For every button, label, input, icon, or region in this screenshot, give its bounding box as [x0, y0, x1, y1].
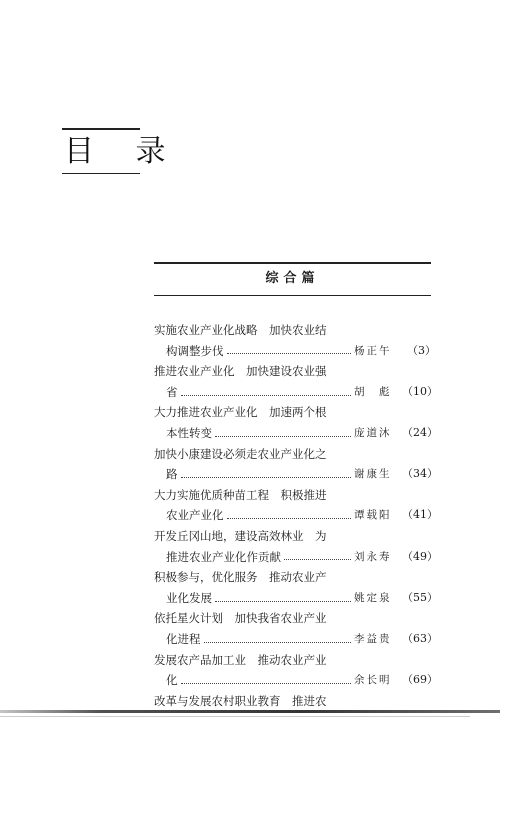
heading-rule-bottom — [62, 173, 140, 175]
entry-title-text: 省 — [166, 384, 178, 399]
entry-author: 姚定泉 — [354, 591, 392, 604]
entry-title-text: 加快小康建设必须走农业产业化之 — [154, 446, 327, 461]
entry-page-number: （69） — [402, 673, 438, 687]
entry-author: 谭载阳 — [354, 509, 392, 522]
scan-edge-line-faint — [0, 716, 470, 717]
toc-entry[interactable] — [154, 361, 436, 402]
entry-title-text: 化进程 — [166, 631, 201, 646]
toc-entry[interactable] — [154, 608, 436, 649]
dot-leader — [227, 518, 352, 519]
dot-leader — [215, 436, 351, 437]
entry-title-text: 农业产业化 — [166, 508, 224, 523]
entry-title-text: 本性转变 — [166, 425, 212, 440]
entry-title-text: 推进农业产业化 加快建设农业强 — [154, 364, 327, 379]
entry-title-line — [154, 608, 436, 629]
toc-entry[interactable] — [154, 320, 436, 361]
toc-entry[interactable] — [154, 691, 436, 712]
entry-page-number: （55） — [402, 590, 438, 604]
entry-title-continuation — [154, 341, 436, 362]
entry-title-line — [154, 650, 436, 671]
entry-title-continuation — [154, 629, 436, 650]
toc-entry[interactable] — [154, 650, 436, 691]
toc-entry[interactable] — [154, 444, 436, 485]
toc-entry[interactable] — [154, 526, 436, 567]
entry-title-text: 积极参与，优化服务 推动农业产 — [154, 570, 327, 585]
entry-page-number: （49） — [402, 549, 438, 563]
entry-title-line — [154, 526, 436, 547]
entry-title-line — [154, 402, 436, 423]
entry-title-line — [154, 691, 436, 712]
entry-author: 杨正午 — [354, 344, 392, 357]
entry-author: 余长明 — [354, 674, 392, 687]
entry-title-continuation — [154, 588, 436, 609]
entry-title-continuation — [154, 505, 436, 526]
dot-leader — [181, 477, 352, 478]
entry-title-text: 发展农产品加工业 推动农业产业 — [154, 652, 327, 667]
entry-title-line — [154, 444, 436, 465]
toc-heading — [62, 128, 182, 174]
dot-leader — [204, 642, 352, 643]
dot-leader — [215, 601, 351, 602]
entry-author: 刘永寿 — [354, 550, 392, 563]
heading-rule-top — [62, 128, 140, 130]
entry-title-text: 路 — [166, 467, 178, 482]
entry-author: 庞道沐 — [354, 426, 392, 439]
section-title: 综合篇 — [265, 270, 320, 286]
entry-page-number: （34） — [402, 467, 438, 481]
entry-title-text: 大力实施优质种苗工程 积极推进 — [154, 487, 327, 502]
dot-leader — [284, 559, 351, 560]
entry-title-line — [154, 320, 436, 341]
section-rule-top — [154, 262, 431, 264]
entry-title-text: 依托星火计划 加快我省农业产业 — [154, 611, 327, 626]
section-rule-bottom — [154, 295, 431, 296]
dot-leader — [227, 353, 352, 354]
entry-title-line — [154, 361, 436, 382]
entry-page-number: （24） — [402, 425, 438, 439]
dot-leader — [181, 683, 352, 684]
entry-author: 李益贵 — [354, 632, 392, 645]
entry-page-number: （41） — [402, 508, 438, 522]
entry-page-number: （10） — [402, 384, 438, 398]
entry-title-line — [154, 567, 436, 588]
dot-leader — [181, 395, 352, 396]
toc-entries — [154, 320, 436, 711]
entry-title-text: 推进农业产业化作贡献 — [166, 549, 281, 564]
entry-title-line — [154, 485, 436, 506]
scan-edge-line — [0, 710, 500, 713]
entry-title-text: 业化发展 — [166, 590, 212, 605]
entry-author: 胡 彪 — [354, 385, 392, 398]
entry-title-text: 开发丘冈山地，建设高效林业 为 — [154, 528, 327, 543]
entry-title-continuation — [154, 423, 436, 444]
page-title: 目 录 — [64, 133, 182, 169]
section-header — [154, 262, 431, 296]
entry-title-continuation — [154, 547, 436, 568]
entry-title-text: 改革与发展农村职业教育 推进农 — [154, 693, 327, 708]
entry-title-continuation — [154, 464, 436, 485]
entry-page-number: （3） — [407, 343, 436, 357]
entry-title-text: 大力推进农业产业化 加速两个根 — [154, 405, 327, 420]
entry-author: 谢康生 — [354, 468, 392, 481]
entry-title-text: 化 — [166, 673, 178, 688]
entry-title-continuation — [154, 382, 436, 403]
toc-entry[interactable] — [154, 567, 436, 608]
entry-page-number: （63） — [402, 631, 438, 645]
entry-title-continuation — [154, 670, 436, 691]
toc-entry[interactable] — [154, 402, 436, 443]
entry-title-text: 实施农业产业化战略 加快农业结 — [154, 323, 327, 337]
entry-title-text: 构调整步伐 — [166, 343, 224, 358]
toc-entry[interactable] — [154, 485, 436, 526]
